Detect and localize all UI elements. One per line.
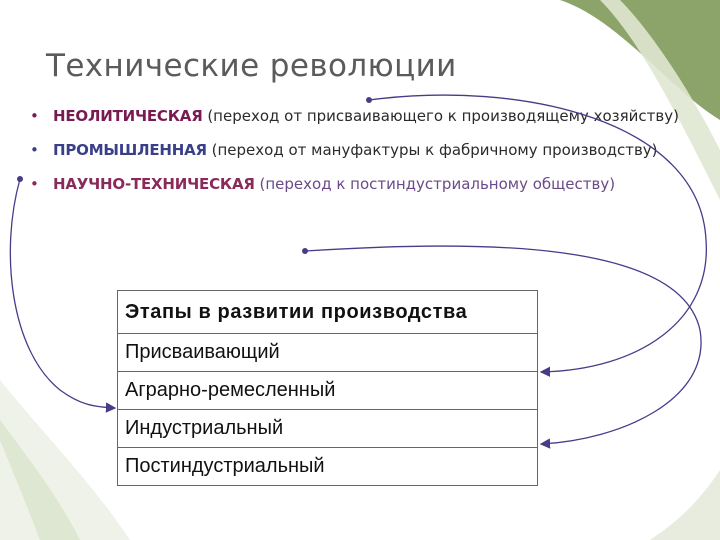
slide-title: Технические революции <box>46 48 457 84</box>
list-item <box>30 139 690 162</box>
bullet-desc: (переход к постиндустриальному обществу) <box>254 175 616 193</box>
list-item <box>30 105 690 128</box>
table-row <box>118 448 538 486</box>
bullet-icon: • <box>30 107 39 125</box>
table-cell: Индустриальный <box>118 410 538 448</box>
bullet-head: НЕОЛИТИЧЕСКАЯ <box>53 107 203 125</box>
bullet-desc: (переход от присваивающего к производящему хозяйству) <box>202 107 679 125</box>
production-stages-table <box>117 290 538 486</box>
table-row <box>118 334 538 372</box>
table-row <box>118 372 538 410</box>
revolutions-list <box>30 105 690 207</box>
bullet-icon: • <box>30 141 39 159</box>
bullet-icon: • <box>30 175 39 193</box>
bullet-desc: (переход от мануфактуры к фабричному производству) <box>206 141 658 159</box>
table-header-row <box>118 291 538 334</box>
table-cell: Аграрно-ремесленный <box>118 372 538 410</box>
bullet-head: ПРОМЫШЛЕННАЯ <box>53 141 207 159</box>
table-cell: Постиндустриальный <box>118 448 538 486</box>
table-row <box>118 410 538 448</box>
table-header: Этапы в развитии производства <box>118 291 538 334</box>
list-item <box>30 173 690 196</box>
bullet-head: НАУЧНО-ТЕХНИЧЕСКАЯ <box>53 175 255 193</box>
table-cell: Присваивающий <box>118 334 538 372</box>
